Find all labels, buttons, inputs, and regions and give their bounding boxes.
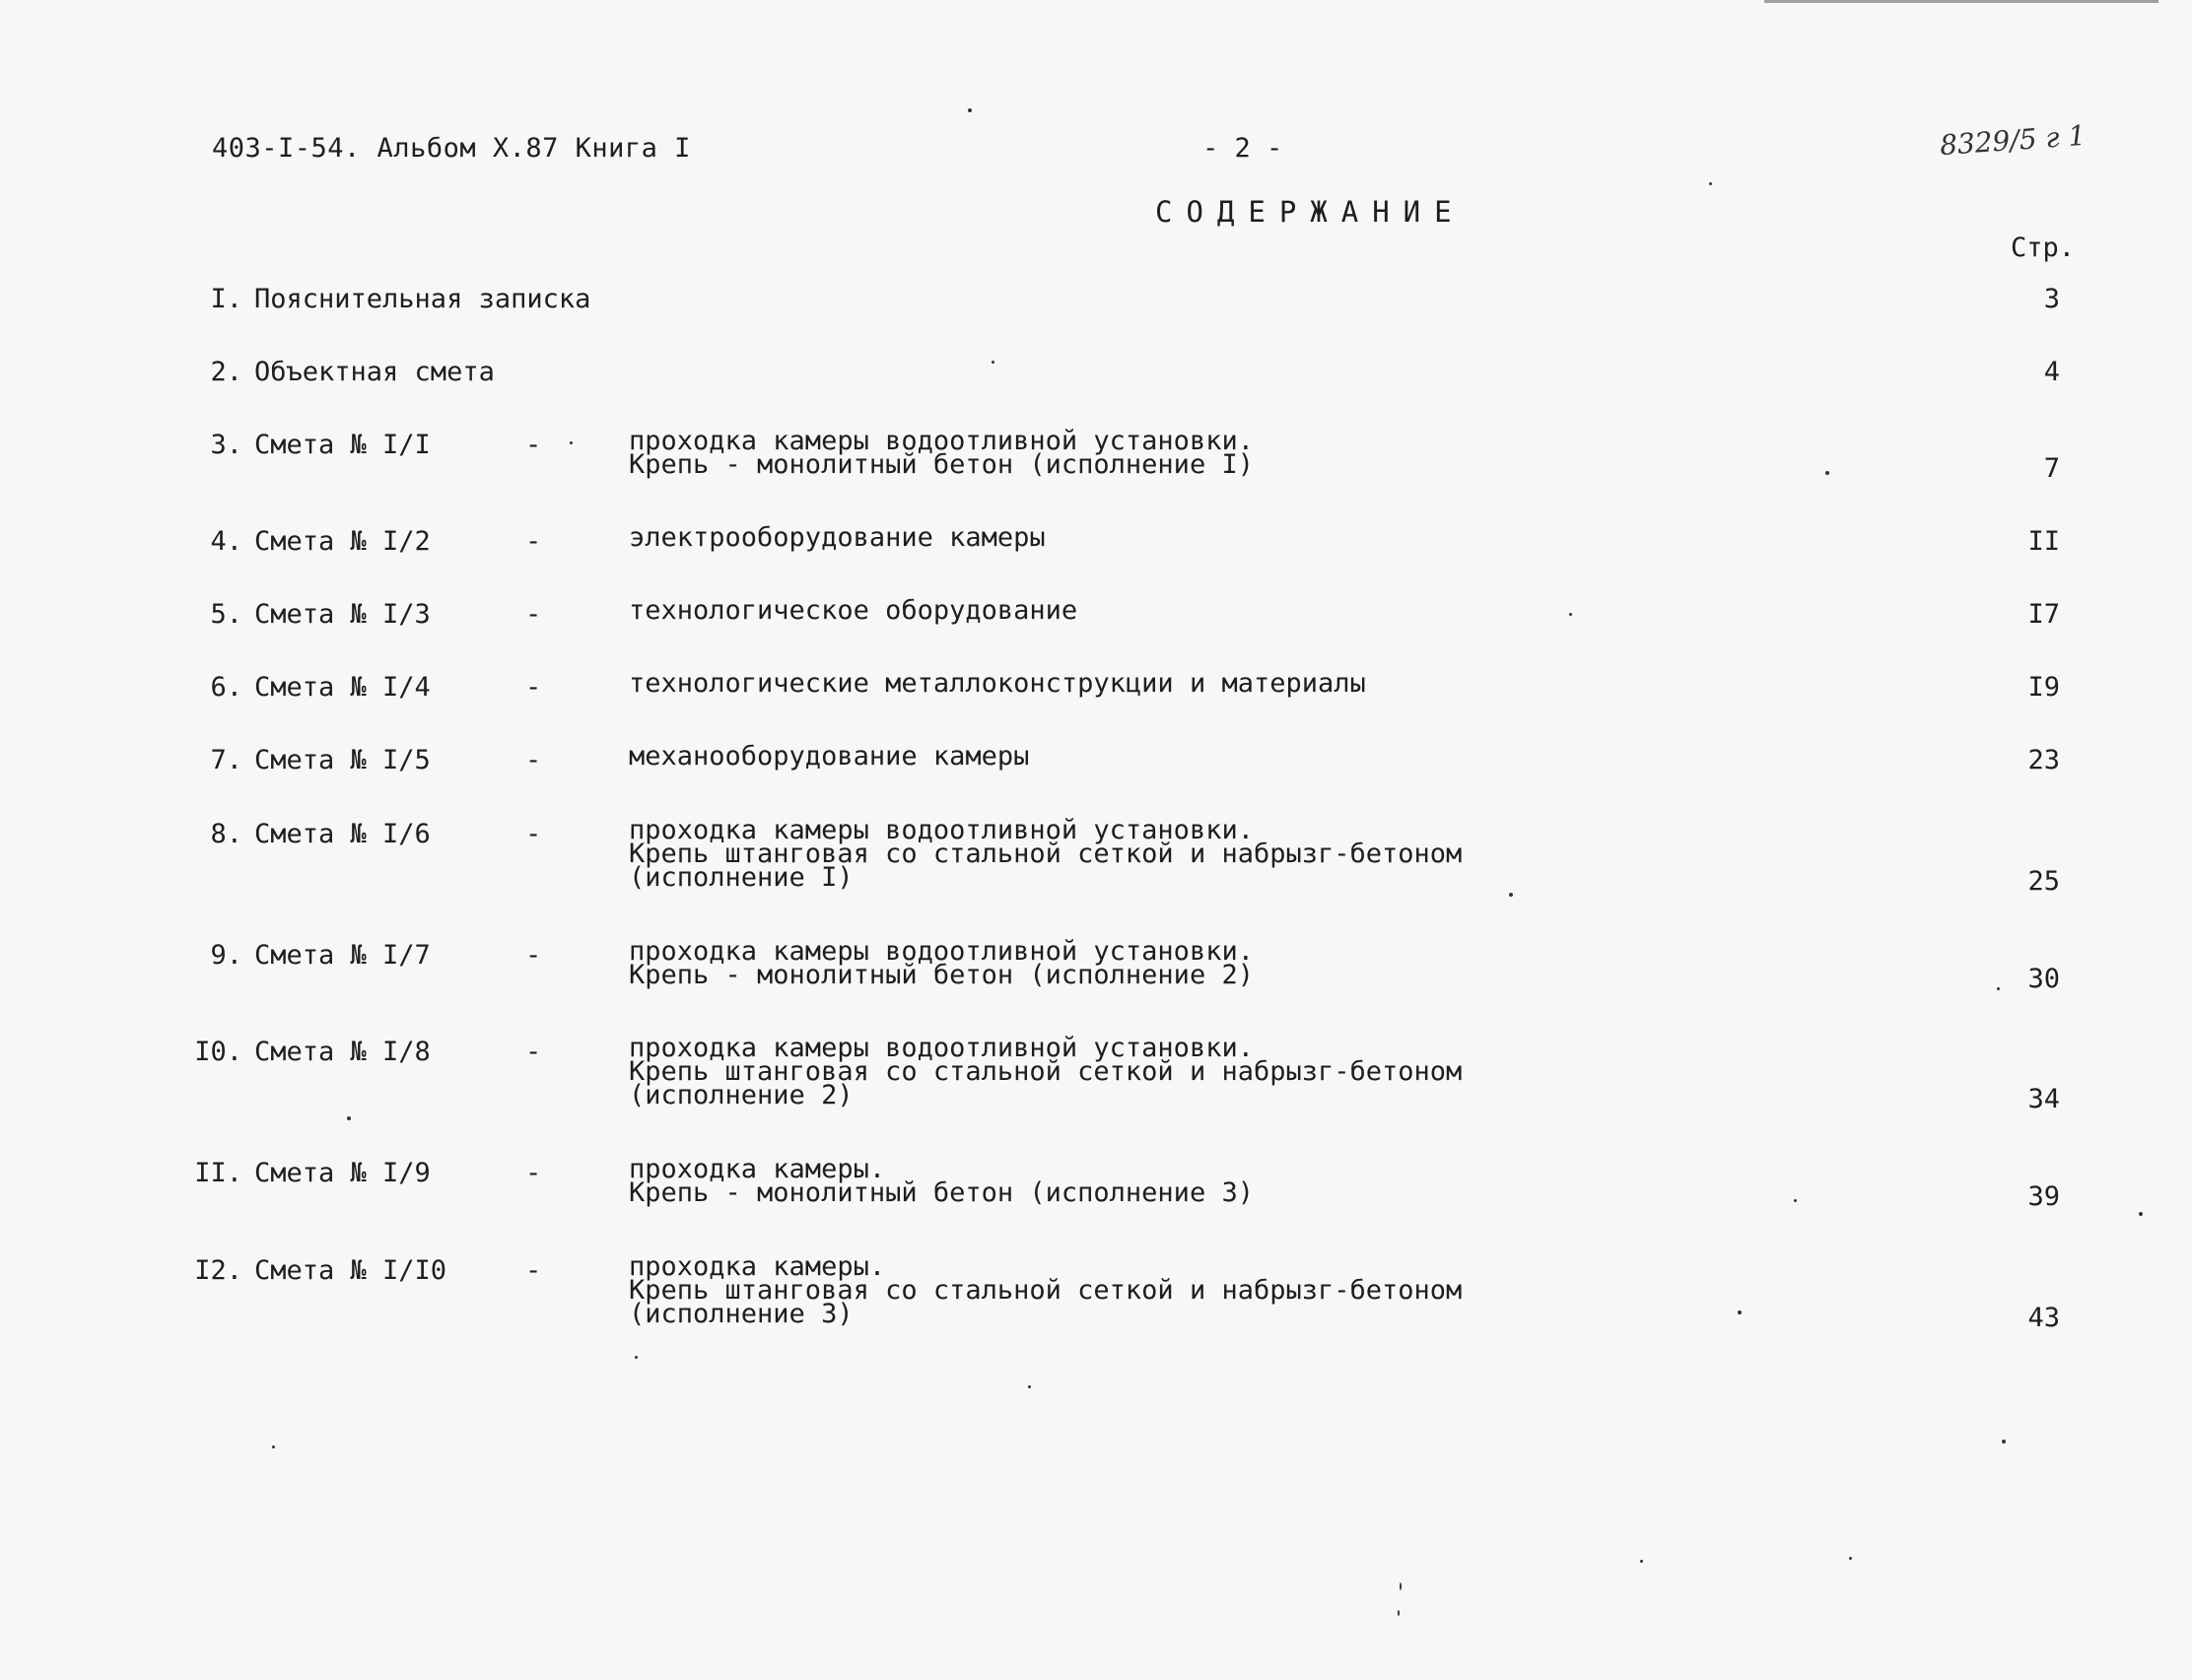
scan-speck bbox=[2002, 1440, 2006, 1444]
page-number: - 2 - bbox=[1202, 133, 1283, 164]
entry-dash: - bbox=[525, 430, 542, 460]
entry-description: механооборудование камеры bbox=[629, 741, 1030, 772]
scan-speck bbox=[347, 1116, 351, 1120]
entry-page: 23 bbox=[2027, 745, 2060, 775]
entry-number: 8. bbox=[210, 819, 242, 849]
entry-number: I0. bbox=[194, 1037, 242, 1067]
scan-speck bbox=[1398, 1610, 1400, 1616]
entry-number: 7. bbox=[210, 745, 242, 775]
entry-description: проходка камеры. Крепь - монолитный бетон (исполнение 3) bbox=[629, 1154, 1254, 1208]
scan-speck bbox=[1825, 471, 1829, 475]
scan-speck bbox=[2139, 1212, 2143, 1216]
entry-name: Пояснительная записка bbox=[254, 284, 591, 314]
entry-page: I7 bbox=[2027, 599, 2060, 630]
entry-page: I9 bbox=[2027, 672, 2060, 703]
entry-name: Смета № I/2 bbox=[254, 526, 431, 557]
entry-page: 25 bbox=[2027, 866, 2060, 897]
entry-page: 7 bbox=[2043, 453, 2060, 484]
entry-name: Смета № I/I0 bbox=[254, 1255, 447, 1286]
scan-speck bbox=[272, 1445, 275, 1448]
entry-page: 3 bbox=[2043, 284, 2060, 314]
scan-speck bbox=[1709, 182, 1712, 185]
scan-speck bbox=[635, 1356, 638, 1359]
entry-page: 34 bbox=[2027, 1084, 2060, 1114]
entry-number: 3. bbox=[210, 430, 242, 460]
entry-page: 39 bbox=[2027, 1181, 2060, 1212]
entry-dash: - bbox=[525, 1037, 542, 1067]
entry-description: проходка камеры водоотливной установки. Крепь штанговая со стальной сеткой и набрызг-бетоном (исполнение I) bbox=[629, 815, 1463, 893]
scan-speck bbox=[1794, 1199, 1797, 1202]
entry-name: Смета № I/4 bbox=[254, 672, 431, 703]
entry-page: 43 bbox=[2027, 1303, 2060, 1333]
entry-description: проходка камеры. Крепь штанговая со стальной сеткой и набрызг-бетоном (исполнение 3) bbox=[629, 1251, 1463, 1329]
entry-dash: - bbox=[525, 526, 542, 557]
entry-page: II bbox=[2027, 526, 2060, 557]
entry-number: II. bbox=[194, 1158, 242, 1188]
scan-speck bbox=[1400, 1582, 1402, 1590]
entry-name: Смета № I/8 bbox=[254, 1037, 431, 1067]
entry-number: I. bbox=[210, 284, 242, 314]
scan-speck bbox=[1569, 613, 1572, 616]
entry-description: технологическое оборудование bbox=[629, 595, 1078, 626]
entry-dash: - bbox=[525, 819, 542, 849]
entry-description: технологические металлоконструкции и материалы bbox=[629, 668, 1366, 699]
page-column-label: Стр. bbox=[2011, 233, 2076, 263]
entry-number: 5. bbox=[210, 599, 242, 630]
entry-dash: - bbox=[525, 1255, 542, 1286]
entry-number: 9. bbox=[210, 940, 242, 971]
entry-name: Смета № I/9 bbox=[254, 1158, 431, 1188]
entry-name: Смета № I/I bbox=[254, 430, 431, 460]
entry-description: проходка камеры водоотливной установки. Крепь - монолитный бетон (исполнение 2) bbox=[629, 936, 1254, 990]
entry-dash: - bbox=[525, 1158, 542, 1188]
entry-number: 6. bbox=[210, 672, 242, 703]
scan-speck bbox=[992, 361, 994, 364]
entry-description: электрооборудование камеры bbox=[629, 522, 1046, 553]
scan-speck bbox=[1849, 1557, 1852, 1560]
entry-dash: - bbox=[525, 745, 542, 775]
entry-name: Смета № I/5 bbox=[254, 745, 431, 775]
handwritten-inventory-note: 8329/5 г 1 bbox=[1939, 118, 2088, 163]
entry-description: проходка камеры водоотливной установки. Крепь - монолитный бетон (исполнение I) bbox=[629, 426, 1254, 480]
scan-speck bbox=[1028, 1385, 1031, 1388]
entry-number: 2. bbox=[210, 357, 242, 387]
scan-speck bbox=[1738, 1310, 1742, 1314]
scan-speck bbox=[1640, 1560, 1643, 1563]
entry-dash: - bbox=[525, 940, 542, 971]
entry-number: I2. bbox=[194, 1255, 242, 1286]
scan-speck bbox=[1509, 893, 1513, 897]
document-code: 403-I-54. Альбом X.87 Книга I bbox=[212, 133, 691, 164]
entry-page: 30 bbox=[2027, 964, 2060, 994]
page-title: СОДЕРЖАНИЕ bbox=[1155, 195, 1466, 229]
entry-name: Объектная смета bbox=[254, 357, 495, 387]
entry-page: 4 bbox=[2043, 357, 2060, 387]
entry-dash: - bbox=[525, 672, 542, 703]
entry-dash: - bbox=[525, 599, 542, 630]
scan-speck bbox=[570, 441, 573, 444]
scan-edge-line bbox=[1764, 0, 2158, 3]
entry-name: Смета № I/3 bbox=[254, 599, 431, 630]
scan-speck bbox=[968, 108, 972, 112]
entry-name: Смета № I/7 bbox=[254, 940, 431, 971]
entry-number: 4. bbox=[210, 526, 242, 557]
entry-name: Смета № I/6 bbox=[254, 819, 431, 849]
scan-speck bbox=[1997, 987, 2000, 990]
entry-description: проходка камеры водоотливной установки. Крепь штанговая со стальной сеткой и набрызг-бетоном (исполнение 2) bbox=[629, 1033, 1463, 1110]
